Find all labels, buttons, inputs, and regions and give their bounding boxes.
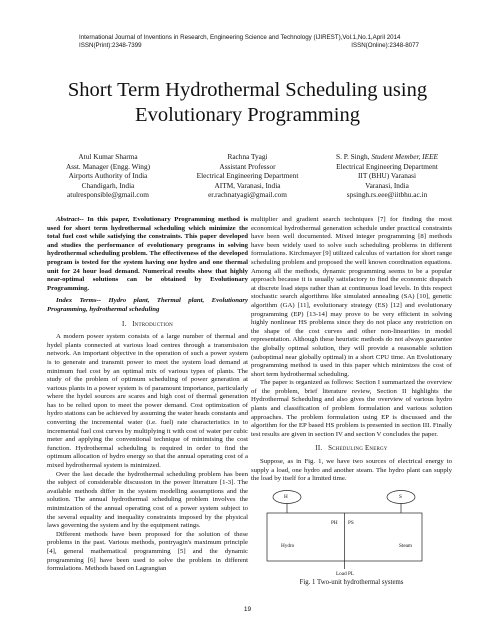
journal-header (79, 34, 419, 50)
author-membership: Student Member, IEEE (371, 152, 438, 161)
author-2 (182, 152, 314, 200)
intro-paragraph-2: Over the last decade the hydrothermal scheduling problem has been the subject of considerable discussion in the power literature [1-3]. The available methods differ in the system modelling assumptions and the solution. The annual hydrothermal scheduling problem involves the minimization of the annual operating cost of a power system subject to the several equality and inequality constraints imposed by the physical laws governing the system and by the equipment ratings. (47, 470, 248, 530)
author-city: Chandigarh, India (81, 180, 135, 190)
author-email: er.rachnatyagi@gmail.com (208, 190, 287, 200)
author-position: Assistant Professor (219, 161, 276, 171)
section2-paragraph: Suppose, as in Fig. 1, we have two sources of electrical energy to supply a load, one hydro and another steam. The hydro plant can supply the load by itself for a limited time. (251, 458, 452, 483)
author-org: Electrical Engineering Department (196, 171, 299, 181)
author-3 (321, 152, 453, 200)
author-city: AITM, Varanasi, India (214, 180, 281, 190)
figure-hydrothermal-system (251, 487, 452, 579)
author-city: Varanasi, India (365, 180, 409, 190)
section-title: Introduction (132, 320, 173, 328)
intro-paragraph-3: Different methods have been proposed for the solution of these problems in the past. Various methods, pontryagin's maximum principle [4], general mathematical programming [5] and the dynamic programming [6] have been used to solve the problem in different formulations. Methods based on Lagrangian (47, 530, 248, 573)
author-name: Rachna Tyagi (227, 152, 268, 161)
body-paragraph-1: multiplier and gradient search techniques [7] for finding the most economical hydrothermal generation schedule under practical constraints have been well documented. Mixed integer programming [8] methods have been widely used to solve such scheduling problems in different formulations. Kirchmayer [9] utilized calculus of variation for short range scheduling problem and proposed the well known coordination equations. Among all the methods, dynamic programming seems to be a popular approach because it is usually satisfactory to find the economic dispatch at discrete load steps rather than at continuous load levels. In this respect stochastic search algorithms like simulated annealing (SA) [10], genetic algorithm (GA) [11], evolutionary strategy (ES) [12] and evolutionary programming (EP) [13-14] may prove to be very efficient in solving highly nonlinear HS problems since they do not place any restriction on the shape of the cost curves and other non-linearities in model representation. Although these heuristic methods do not always guarantee the globally optimal solution, they will provide a reasonable solution (suboptimal near globally optimal) in a short CPU time. An Evolutionary programming method is used in this paper which minimizes the cost of short term hydrothermal scheduling. (251, 216, 452, 378)
figure-caption: Fig. 1 Two-unit hydrothermal systems (299, 578, 404, 586)
figure-diagram (251, 487, 452, 579)
steam-power-label: PS (348, 519, 354, 526)
author-name-line (321, 152, 453, 162)
section-number: I. (121, 320, 127, 328)
paper-title: Short Term Hydrothermal Scheduling using Evolutionary Programming (67, 79, 428, 126)
index-terms-label: Index Terms-- (56, 297, 102, 305)
index-terms-text: Hydro plant, Thermal plant, Evolutionary Programming, hydrothermal scheduling (47, 297, 248, 313)
section-number: II. (315, 445, 323, 453)
author-name: Atul Kumar Sharma (78, 152, 138, 161)
intro-paragraph-1: A modern power system consists of a large number of thermal and hydel plants connected at various load centres through a transmission network. An important objective in the operation of such a power system is to generate and transmit power to meet the system load demand at minimum fuel cost by an optimal mix of various types of plants. The study of the problem of optimum scheduling of power generation at various plants in a power system is of paramount importance, particularly where the hydel sources are scares and high cost of thermal generation has to be relied upon to meet the power demand. Cost optimization of hydro stations can be achieved by assuming the water heads constants and converting the incremental water (i.e. fuel) rate characteristics in to incremental fuel cost curves by multiplying it with cost of water per cubic meter and applying the conventional technique of minimising the cost function. Hydrothermal scheduling is required in order to find the optimum allocation of hydro energy so that the annual operating cost of a mixed hydrothermal system is minimized. (47, 333, 248, 470)
page-number: 19 (243, 606, 252, 613)
author-email: atulresponsible@gmail.com (67, 190, 149, 200)
abstract (47, 216, 248, 293)
hydro-power-label: PH (331, 519, 338, 526)
steam-unit-label: S (399, 493, 402, 500)
index-terms (47, 297, 248, 314)
author-position: Electrical Engineering Department (336, 161, 438, 171)
hydro-unit-label: H (284, 493, 288, 500)
body-paragraph-2: The paper is organized as follows: Section I summarized the overview of the problem, brief literature review, Section II highlights the Hydrothermal Scheduling and also gives the overview of various hydro plants and classification of problem formulation and various solution approaches. The problem formulation using EP is discussed and the algorithm for the EP based HS problem is presented in section III. Finally test results are given in section IV and section V concludes the paper. (251, 379, 452, 438)
journal-line: International Journal of Inventions in Research, Engineering Science and Technology (IJIREST),Vol.1,No.1,April 2014 (79, 34, 401, 41)
issn-online: ISSN(Online):2348-8077 (351, 42, 419, 49)
author-org: IIT (BHU) Varanasi (357, 171, 417, 181)
author-org: Airports Authority of India (68, 171, 148, 181)
author-1 (42, 152, 174, 200)
author-email: spsingh.rs.eee@iitbhu.ac.in (346, 190, 428, 200)
author-name: S. P. Singh, (336, 152, 370, 161)
steam-side-label: Steam (399, 542, 412, 549)
left-column (47, 216, 248, 574)
author-position: Asst. Manager (Engg. Wing) (65, 161, 151, 171)
abstract-label: Abstract-- (56, 216, 84, 223)
abstract-text: In this paper, Evolutionary Programming method is used for short term hydrothermal scheduling which minimize the total fuel cost while satisfying the constraints. This paper developed and studies the performance of evolutionary programs in solving hydrothermal scheduling problem. The effectiveness of the developed program is tested for the system having one hydro and one thermal unit for 24 hour load demand. Numerical results show that highly near-optimal solutions can be obtained by Evolutionary Programming. (47, 216, 248, 292)
hydro-side-label: Hydro (281, 542, 295, 549)
right-column (251, 216, 452, 587)
issn-print: ISSN(Print):2348-7399 (79, 42, 142, 49)
section-title: Scheduling Energy (328, 445, 388, 453)
load-label: Load PL (336, 570, 355, 577)
section-heading-1 (47, 321, 248, 330)
section-heading-2 (251, 445, 452, 454)
author-block (42, 152, 453, 200)
